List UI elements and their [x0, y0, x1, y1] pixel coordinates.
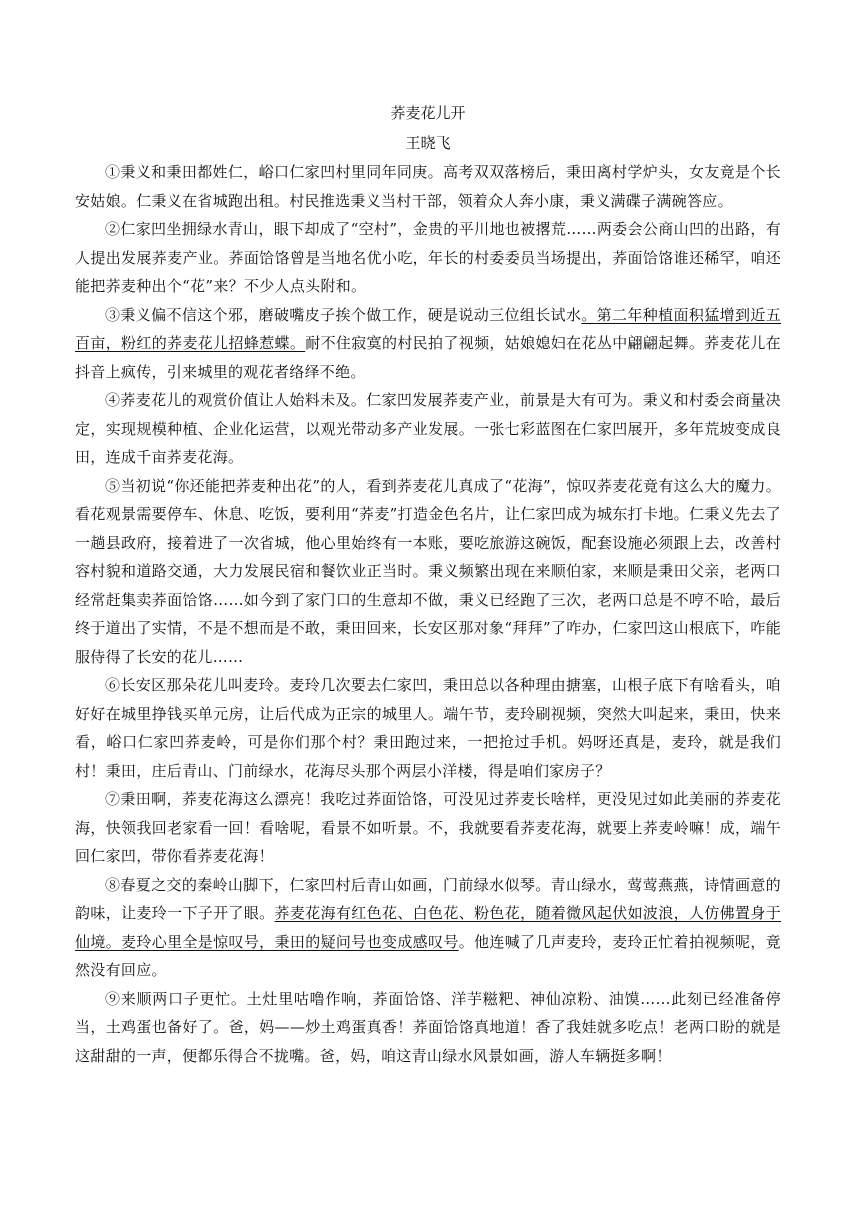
- article-body: [75, 158, 781, 1070]
- paragraph-6: [75, 671, 781, 785]
- paragraph-text: ⑥长安区那朵花儿叫麦玲。麦玲几次要去仁家凹，秉田总以各种理由搪塞，山根子底下有啥看头，咱好好在城里挣钱买单元房，让后代成为正宗的城里人。端午节，麦玲刷视频，突然大叫起来，秉田，快来看，峪口仁家凹荞麦岭，可是你们那个村？秉田跑过来，一把抢过手机。妈呀还真是，麦玲，就是我们村！秉田，庄后青山、门前绿水，花海尽头那个两层小洋楼，得是咱们家房子？: [75, 676, 781, 780]
- paragraph-text: ⑦秉田啊，荞麦花海这么漂亮！我吃过荞面饸饹，可没见过荞麦长啥样，更没见过如此美丽的荞麦花海，快领我回老家看一回！看啥呢，看景不如听景。不，我就要看荞麦花海，就要上荞麦岭嘛！成，端午回仁家凹，带你看荞麦花海！: [75, 790, 781, 865]
- paragraph-2: [75, 215, 781, 301]
- paragraph-9: [75, 985, 781, 1071]
- paragraph-text: ⑤当初说“你还能把荞麦种出花”的人，看到荞麦花儿真成了“花海”，惊叹荞麦花竟有这么大的魔力。看花观景需要停车、休息、吃饭，要利用“荞麦”打造金色名片，让仁家凹成为城东打卡地。仁秉义先去了一趟县政府，接着进了一次省城，他心里始终有一本账，要吃旅游这碗饭，配套设施必须跟上去，改善村容村貌和道路交通，大力发展民宿和餐饮业正当时。秉义频繁出现在来顺伯家，来顺是秉田父亲，老两口经常赶集卖荞面饸饹……如今到了家门口的生意却不做，秉义已经跑了三次，老两口总是不哼不哈，最后终于道出了实情，不是不想而是不敢，秉田回来，长安区那对象“拜拜”了咋办，仁家凹这山根底下，咋能服侍得了长安的花儿……: [75, 476, 781, 666]
- paragraph-text: ③秉义偏不信这个邪，磨破嘴皮子挨个做工作，硬是说动三位组长试水: [105, 305, 582, 324]
- paragraph-5: [75, 472, 781, 672]
- paragraph-text: ④荞麦花儿的观赏价值让人始料未及。仁家凹发展荞麦产业，前景是大有可为。秉义和村委会商量决定，实现规模种植、企业化运营，以观光带动多产业发展。一张七彩蓝图在仁家凹展开，多年荒坡变成良田，连成千亩荞麦花海。: [75, 391, 781, 466]
- underlined-sentence: 。第二年种植面积猛增到近五百亩，粉红的荞麦花儿招蜂惹蝶。: [75, 305, 781, 352]
- paragraph-text: ⑨来顺两口子更忙。土灶里咕噜作响，荞面饸饹、洋芋糍粑、神仙凉粉、油馍……此刻已经准备停当，土鸡蛋也备好了。爸，妈——炒土鸡蛋真香！荞面饸饹真地道！香了我娃就多吃点！老两口盼的就是这甜甜的一声，便都乐得合不拢嘴。爸，妈，咱这青山绿水风景如画，游人车辆挺多啊！: [75, 989, 781, 1065]
- paragraph-text: ②仁家凹坐拥绿水青山，眼下却成了“空村”，金贵的平川地也被撂荒……两委会公商山凹的出路，有人提出发展荞麦产业。荞面饸饹曾是当地名优小吃，年长的村委委员当场提出，荞面饸饹谁还稀罕，咱还能把荞麦种出个“花”来？不少人点头附和。: [75, 220, 781, 295]
- paragraph-text: ⑧春夏之交的秦岭山脚下，仁家凹村后青山如画，门前绿水似琴。青山绿水，莺莺燕燕，诗情画意的韵味，让麦玲一下子开了眼。: [75, 875, 781, 922]
- paragraph-1: [75, 158, 781, 215]
- paragraph-text: 耐不住寂寞的村民拍了视频，姑娘媳妇在花丛中翩翩起舞。荞麦花儿在抖音上疯传，引来城里的观花者络绎不绝。: [75, 334, 781, 381]
- paragraph-text: ①秉义和秉田都姓仁，峪口仁家凹村里同年同庚。高考双双落榜后，秉田离村学炉头，女友竟是个长安姑娘。仁秉义在省城跑出租。村民推选秉义当村干部，领着众人奔小康，秉义满碟子满碗答应。: [75, 163, 781, 210]
- paragraph-3: [75, 301, 781, 387]
- paragraph-8: [75, 871, 781, 985]
- underlined-sentence: 荞麦花海有红色花、白色花、粉色花，随着微风起伏如波浪，人仿佛置身于仙境。麦玲心里全是惊叹号，秉田的疑问号也变成感叹号: [75, 904, 782, 951]
- paragraph-7: [75, 785, 781, 871]
- article-author: 王晓飞: [405, 134, 451, 152]
- paragraph-4: [75, 386, 781, 472]
- paragraph-text: 。他连喊了几声麦玲，麦玲正忙着拍视频呢，竟然没有回应。: [75, 932, 781, 979]
- article-title: 荞麦花儿开: [390, 104, 466, 122]
- document-page: [75, 98, 781, 1070]
